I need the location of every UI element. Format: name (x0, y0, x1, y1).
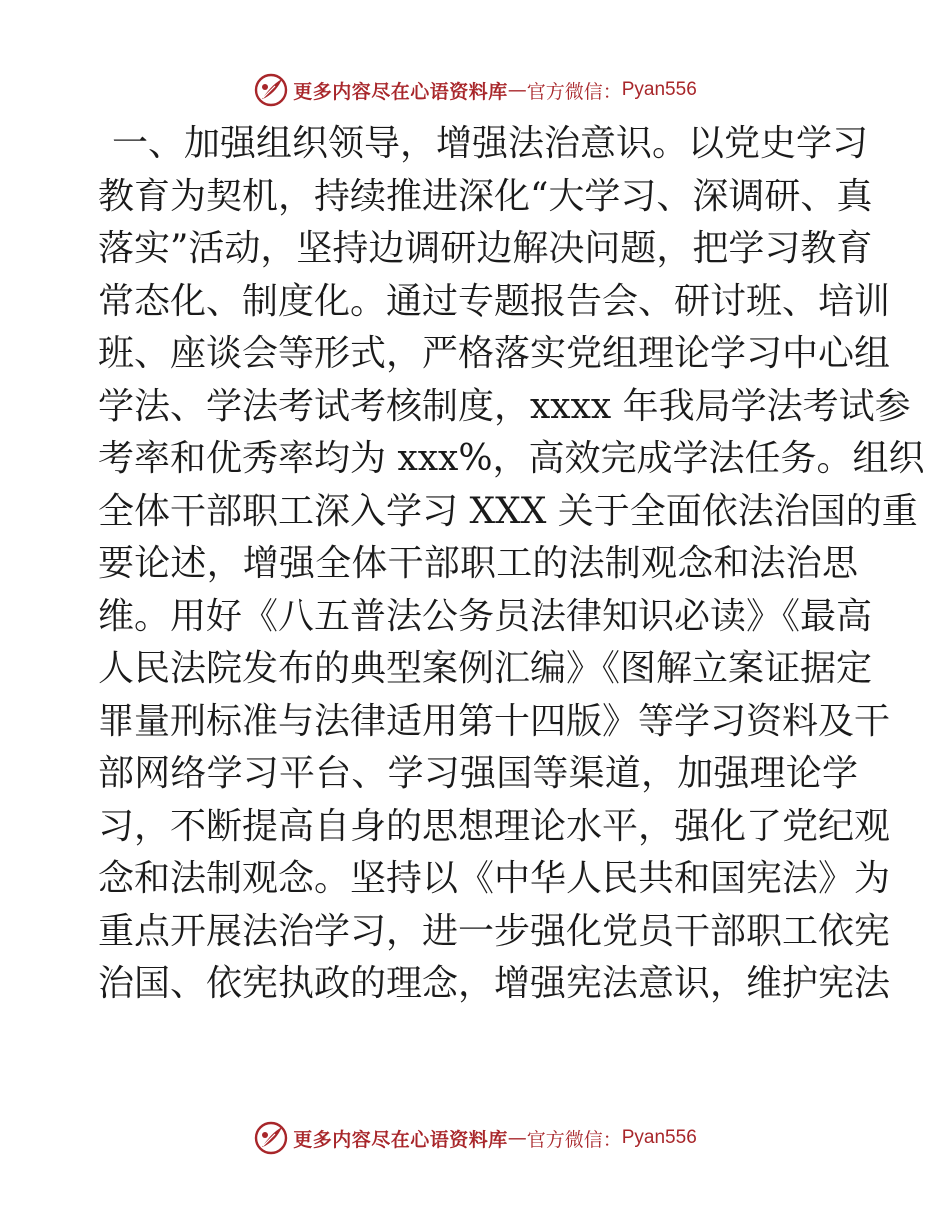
body-line: 教育为契机，持续推进深化“大学习、深调研、真 (98, 175, 873, 217)
body-line: 治国、依宪执政的理念，增强宪法意识，维护宪法 (98, 963, 891, 1004)
body-line: 重点开展法治学习，进一步强化党员干部职工依宪 (98, 910, 891, 952)
footer-banner (0, 1118, 950, 1158)
header-separator: — (507, 79, 527, 101)
body-line: 全体干部职工深入学习 XXX 关于全面依法治国的重 (98, 490, 918, 532)
body-line: 考率和优秀率均为 xxx%，高效完成学法任务。组织 (98, 438, 925, 479)
header-site-text: 更多内容尽在心语资料库 (293, 80, 508, 103)
body-line: 罪量刑标准与法律适用第十四版》等学习资料及干 (98, 700, 891, 742)
body-line: 念和法制观念。坚持以《中华人民共和国宪法》为 (98, 858, 891, 899)
header-banner (0, 70, 950, 110)
body-line: 落实”活动，坚持边调研边解决问题，把学习教育 (98, 228, 873, 269)
feather-logo-icon (253, 72, 289, 108)
body-line: 部网络学习平台、学习强国等渠道，加强理论学 (98, 753, 858, 794)
body-line: 要论述，增强全体干部职工的法制观念和法治思 (98, 543, 858, 584)
body-line: 班、座谈会等形式，严格落实党组理论学习中心组 (98, 333, 891, 374)
footer-site-text: 更多内容尽在心语资料库 (293, 1128, 508, 1151)
body-line: 学法、学法考试考核制度，xxxx 年我局学法考试参 (98, 385, 911, 427)
document-body (98, 118, 925, 1011)
body-line: 常态化、制度化。通过专题报告会、研讨班、培训 (98, 280, 891, 322)
footer-separator: — (507, 1127, 527, 1149)
footer-contact-handle: Pyan556 (621, 1127, 697, 1148)
body-line: 人民法院发布的典型案例汇编》《图解立案证据定 (98, 648, 873, 689)
body-line: 习，不断提高自身的思想理论水平，强化了党纪观 (98, 805, 891, 847)
footer-contact-label: 官方微信： (526, 1128, 622, 1151)
body-line: 维。用好《八五普法公务员法律知识必读》《最高 (98, 595, 873, 637)
feather-logo-icon (253, 1120, 289, 1156)
body-line: 一、加强组织领导，增强法治意识。以党史学习 (112, 123, 869, 164)
header-contact-label: 官方微信： (526, 80, 622, 103)
header-contact-handle: Pyan556 (621, 79, 697, 100)
